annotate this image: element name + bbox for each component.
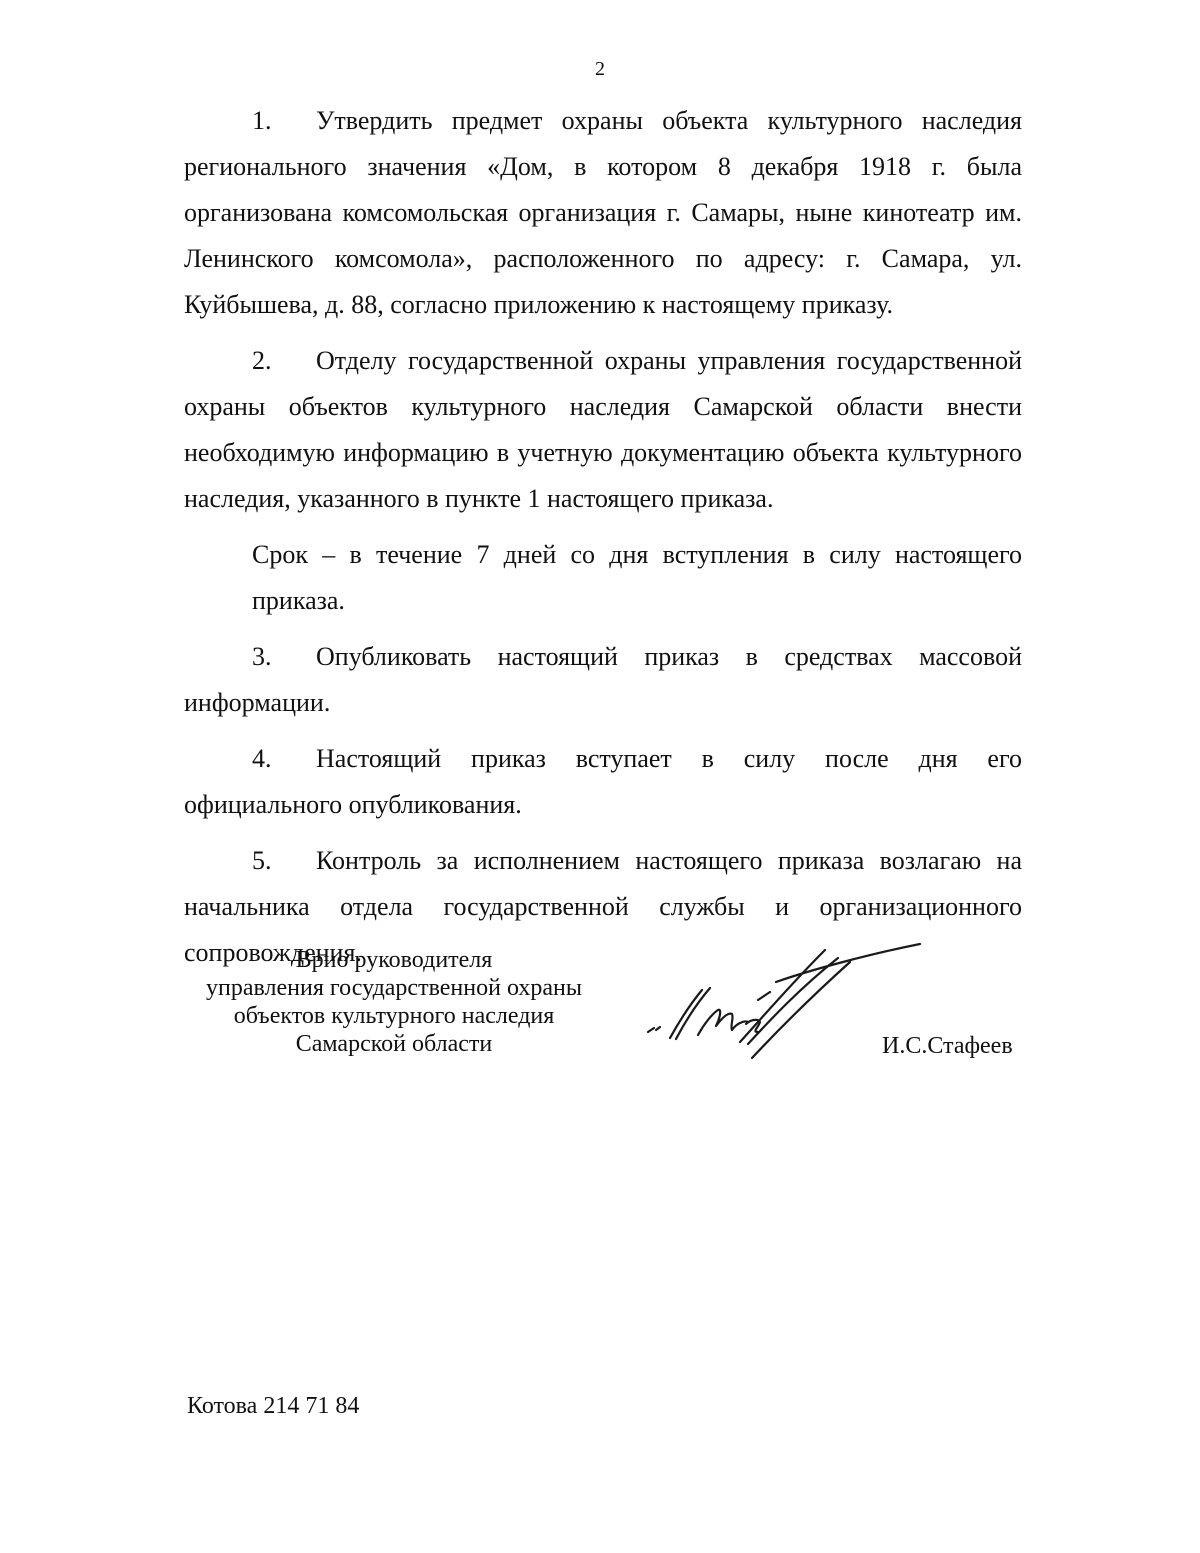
order-body xyxy=(184,98,1022,986)
item-number: 1. xyxy=(252,106,272,135)
signatory-title-line: управления государственной охраны xyxy=(206,975,582,1001)
item-number: 4. xyxy=(252,744,272,773)
signatory-title-line: Самарской области xyxy=(295,1031,493,1057)
order-item-1 xyxy=(184,98,1022,328)
item-number: 2. xyxy=(252,346,272,375)
signatory-title xyxy=(184,946,604,1058)
signatory-title-line: объектов культурного наследия xyxy=(233,1003,555,1029)
deadline-note: Срок – в течение 7 дней со дня вступления в силу настоящего приказа. xyxy=(252,540,1022,615)
item-text: Настоящий приказ вступает в силу после дня его официального опубликования. xyxy=(184,744,1022,819)
item-text: Утвердить предмет охраны объекта культурного наследия регионального значения «Дом, в котором 8 декабря 1918 г. была организована комсомольская организация г. Самары, ныне кинотеатр им. Ленинского комсомола», расположенного по адресу: г. Самара, ул. Куйбышева, д. 88, согласно приложению к настоящему приказу. xyxy=(184,106,1022,319)
item-text: Опубликовать настоящий приказ в средствах массовой информации. xyxy=(184,642,1022,717)
order-item-4 xyxy=(184,736,1022,828)
item-number: 5. xyxy=(252,846,272,875)
item-text: Контроль за исполнением настоящего приказа возлагаю на начальника отдела государственной службы и организационного сопровождения. xyxy=(184,846,1022,967)
order-item-2 xyxy=(184,338,1022,522)
item-number: 3. xyxy=(252,642,272,671)
executor-contact: Котова 214 71 84 xyxy=(187,1393,360,1419)
signature-strokes xyxy=(648,944,920,1058)
order-item-3 xyxy=(184,634,1022,726)
signatory-title-line: Врио руководителя xyxy=(295,947,493,973)
page-number: 2 xyxy=(595,58,605,80)
signer-name: И.С.Стафеев xyxy=(882,1033,1013,1059)
item-text: Отделу государственной охраны управления государственной охраны объектов культурного наследия Самарской области внести необходимую информацию в учетную документацию объекта культурного наследия, указанного в пункте 1 настоящего приказа. xyxy=(184,346,1022,513)
